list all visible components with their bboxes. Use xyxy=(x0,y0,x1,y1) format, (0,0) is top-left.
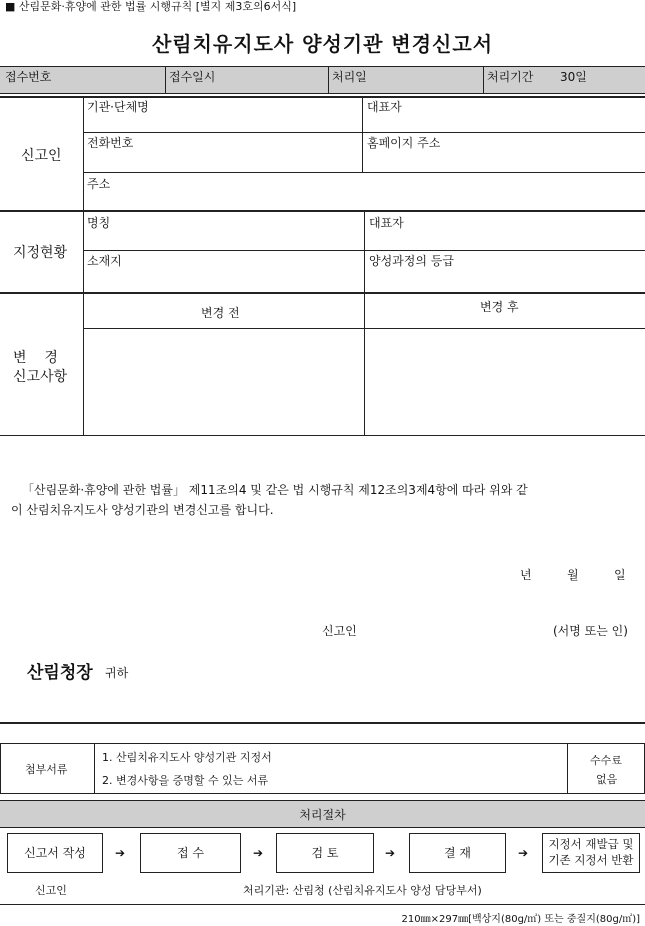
page-title: 산림치유지도사 양성기관 변경신고서 xyxy=(151,32,494,56)
procedure-actor-applicant: 신고인 xyxy=(35,884,67,897)
arrow-icon: ➔ xyxy=(253,846,264,860)
change-section-label-1: 변 경 xyxy=(13,350,58,366)
org-name-label: 기관·단체명 xyxy=(87,100,149,114)
homepage-label: 홈페이지 주소 xyxy=(367,136,441,150)
arrow-icon: ➔ xyxy=(115,846,126,860)
receipt-date-label: 접수일시 xyxy=(169,70,216,84)
recipient-suffix: 귀하 xyxy=(105,666,129,680)
fee-value: 없음 xyxy=(596,773,618,786)
attachment-item-1: 1. 산림치유지도사 양성기관 지정서 xyxy=(102,751,272,764)
step-approval: 결 재 xyxy=(409,833,506,873)
step-reissue: 지정서 재발급 및 기존 지정서 반환 xyxy=(542,833,640,873)
process-period-label: 처리기간 xyxy=(487,70,534,84)
receipt-bar xyxy=(0,66,645,93)
procedure-title: 처리절차 xyxy=(299,808,346,822)
form-reference-note: ■ 산림문화·휴양에 관한 법률 시행규칙 [별지 제3호의6서식] xyxy=(5,0,297,13)
address-label: 주소 xyxy=(87,177,111,191)
designation-section-label: 지정현황 xyxy=(13,245,68,261)
procedure-actor-agency: 처리기관: 산림청 (산림치유지도사 양성 담당부서) xyxy=(243,884,482,897)
receipt-number-label: 접수번호 xyxy=(5,70,52,84)
arrow-icon: ➔ xyxy=(518,846,529,860)
before-change-label: 변경 전 xyxy=(201,306,240,320)
paper-spec-footer: 210㎜×297㎜[백상지(80g/㎡) 또는 중질지(80g/㎡)] xyxy=(401,914,640,925)
after-change-label: 변경 후 xyxy=(480,300,519,314)
location-label: 소재지 xyxy=(87,254,122,268)
date-month-label: 월 xyxy=(567,568,579,582)
step-review: 검 토 xyxy=(276,833,374,873)
change-section-label-2: 신고사항 xyxy=(13,369,68,385)
statement-line-2: 이 산림치유지도사 양성기관의 변경신고를 합니다. xyxy=(11,503,274,517)
process-period-value: 30일 xyxy=(560,70,587,84)
reporter-rep-label: 대표자 xyxy=(367,100,402,114)
designation-name-label: 명칭 xyxy=(87,216,111,230)
arrow-icon: ➔ xyxy=(385,846,396,860)
course-grade-label: 양성과정의 등급 xyxy=(369,254,454,268)
date-year-label: 년 xyxy=(520,568,532,582)
signer-label: 신고인 xyxy=(322,624,357,638)
process-date-label: 처리일 xyxy=(332,70,367,84)
attachment-item-2: 2. 변경사항을 증명할 수 있는 서류 xyxy=(102,774,269,787)
fee-label: 수수료 xyxy=(590,754,622,767)
statement-line-1: 「산림문화·휴양에 관한 법률」 제11조의4 및 같은 법 시행규칙 제12조의3제4항에 따라 위와 같 xyxy=(22,483,528,497)
sign-hint: (서명 또는 인) xyxy=(553,624,628,638)
phone-label: 전화번호 xyxy=(87,136,134,150)
step-write-report: 신고서 작성 xyxy=(7,833,103,873)
date-day-label: 일 xyxy=(614,568,626,582)
recipient-title: 산림청장 xyxy=(27,663,93,683)
designation-rep-label: 대표자 xyxy=(369,216,404,230)
step-receipt: 접 수 xyxy=(140,833,241,873)
attachments-label: 첨부서류 xyxy=(25,763,68,776)
reporter-section-label: 신고인 xyxy=(21,148,62,164)
